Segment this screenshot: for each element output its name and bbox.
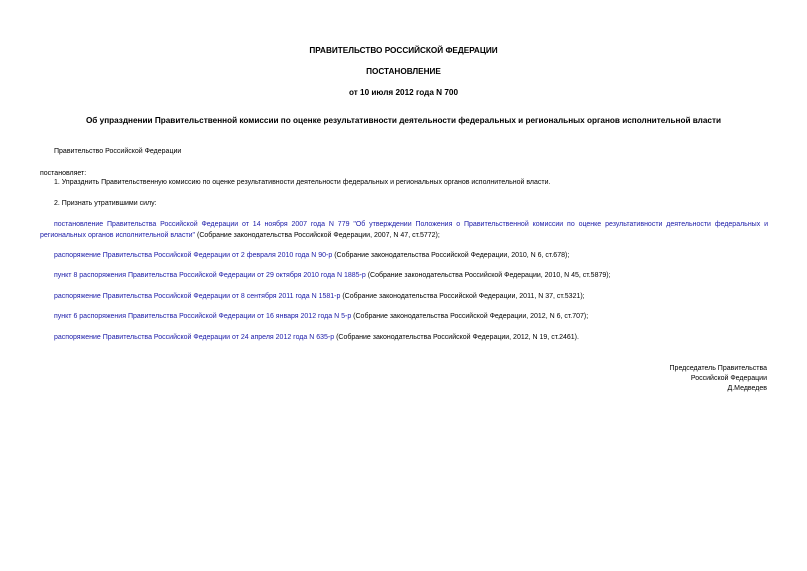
- decree-word: постановляет:: [40, 170, 87, 177]
- repealed-link-6[interactable]: распоряжение Правительства Российской Федерации от 24 апреля 2012 года N 635-р: [54, 334, 335, 341]
- repealed-source-6: (Собрание законодательства Российской Федерации, 2012, N 19, ст.2461).: [334, 334, 579, 341]
- repealed-item-1: [40, 219, 768, 241]
- repealed-source-5: (Собрание законодательства Российской Федерации, 2012, N 6, ст.707);: [351, 313, 589, 320]
- item-1: 1. Упразднить Правительственную комиссию по оценке результативности деятельности федеральных и региональных органов исполнительной власти.: [54, 179, 551, 186]
- repealed-source-1: (Собрание законодательства Российской Федерации, 2007, N 47, ст.5772);: [195, 232, 440, 239]
- repealed-source-4: (Собрание законодательства Российской Федерации, 2011, N 37, ст.5321);: [340, 293, 585, 300]
- document-date-number: от 10 июля 2012 года N 700: [348, 88, 459, 97]
- repealed-item-6: [54, 334, 579, 341]
- repealed-link-5[interactable]: пункт 6 распоряжения Правительства Российской Федерации от 16 января 2012 года N 5-р: [54, 313, 352, 320]
- repealed-source-2: (Собрание законодательства Российской Федерации, 2010, N 6, ст.678);: [332, 252, 570, 259]
- repealed-item-2: [54, 252, 569, 259]
- repealed-link-4[interactable]: распоряжение Правительства Российской Федерации от 8 сентября 2011 года N 1581-р: [54, 293, 341, 300]
- repealed-item-4: [54, 293, 585, 300]
- repealed-source-3: (Собрание законодательства Российской Федерации, 2010, N 45, ст.5879);: [365, 272, 611, 279]
- repealed-link-3[interactable]: пункт 8 распоряжения Правительства Российской Федерации от 29 октября 2010 года N 1885-р: [54, 272, 366, 279]
- document-type: ПОСТАНОВЛЕНИЕ: [366, 67, 441, 76]
- signature-position: Председатель Правительства: [669, 365, 767, 372]
- document-title: Об упразднении Правительственной комиссии по оценке результативности деятельности федеральных и региональных органов исполнительной власти: [85, 116, 722, 125]
- repealed-link-1[interactable]: постановление Правительства Российской Федерации от 14 ноября 2007 года N 779 "Об утверждении Положения о Правительственной комиссии по оценке результативности деятельности федеральных и региональных органов исполнительной власти": [40, 221, 768, 239]
- repealed-item-5: [54, 313, 588, 320]
- repealed-link-2[interactable]: распоряжение Правительства Российской Федерации от 2 февраля 2010 года N 90-р: [54, 252, 333, 259]
- signature-name: Д.Медведев: [727, 385, 767, 392]
- repealed-item-3: [54, 272, 611, 279]
- signature-organization: Российской Федерации: [690, 375, 767, 382]
- item-2: 2. Признать утратившими силу:: [54, 200, 157, 207]
- issuing-authority: ПРАВИТЕЛЬСТВО РОССИЙСКОЙ ФЕДЕРАЦИИ: [309, 46, 498, 55]
- intro-text: Правительство Российской Федерации: [54, 148, 182, 155]
